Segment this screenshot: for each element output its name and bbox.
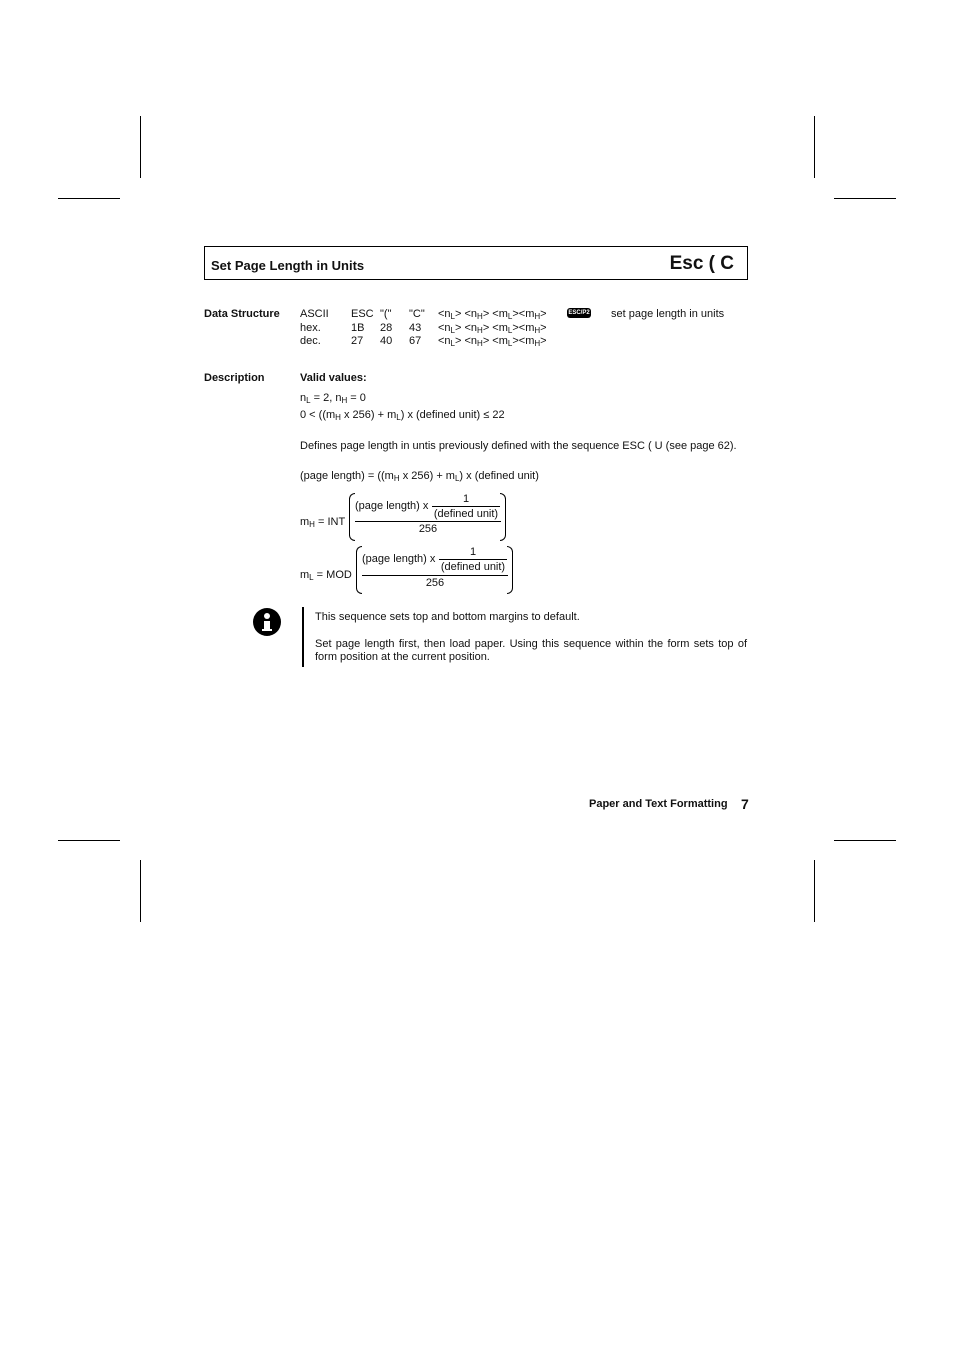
command-code: Esc ( C bbox=[669, 253, 734, 274]
right-parenthesis bbox=[500, 493, 506, 541]
data-structure-label: Data Structure bbox=[204, 308, 280, 320]
right-parenthesis bbox=[507, 546, 513, 594]
crop-mark bbox=[58, 198, 120, 199]
info-note: This sequence sets top and bottom margins to default. bbox=[315, 611, 580, 623]
fraction-line bbox=[355, 521, 501, 522]
param-list: $<n_L> <n_H> <m_L><m_H>$ bbox=[438, 335, 547, 348]
page-length-formula: (page length) = (($m_H$ x $256) + m_L$) x (defined unit) bbox=[300, 470, 539, 483]
crop-mark bbox=[140, 116, 141, 178]
row-cell: 27 bbox=[351, 335, 364, 347]
valid-values-heading: Valid values: bbox=[300, 372, 367, 384]
crop-mark bbox=[834, 198, 896, 199]
formula-denominator: (defined unit) bbox=[440, 561, 506, 573]
escp2-badge: ESC/P2 bbox=[568, 310, 590, 316]
crop-mark bbox=[814, 116, 815, 178]
page-number: 7 bbox=[741, 796, 749, 812]
formula-inner-left: (page length) x bbox=[362, 553, 436, 565]
crop-mark bbox=[58, 840, 120, 841]
row-cell: ESC bbox=[351, 308, 374, 320]
fraction-line bbox=[362, 575, 508, 576]
valid-value-line: $n_L = 2$, $n_H = 0$ bbox=[300, 392, 366, 405]
page-title: Set Page Length in Units bbox=[211, 258, 365, 273]
param-list: $<n_L> <n_H> <m_L><m_H>$ bbox=[438, 322, 547, 335]
row-type: dec. bbox=[300, 335, 321, 347]
row-cell: "C" bbox=[409, 308, 425, 320]
description-label: Description bbox=[204, 372, 265, 384]
row-cell: 67 bbox=[409, 335, 422, 347]
formula-outer-denominator: 256 bbox=[418, 523, 438, 535]
formula-denominator: (defined unit) bbox=[433, 508, 499, 520]
formula-numerator: 1 bbox=[469, 546, 477, 558]
row-cell: 28 bbox=[380, 322, 393, 334]
crop-mark bbox=[834, 840, 896, 841]
formula-lhs: $m_H$ = INT bbox=[300, 516, 346, 529]
info-note: Set page length first, then load paper. Using this sequence within the form sets top of bbox=[315, 638, 747, 650]
formula-numerator: 1 bbox=[462, 493, 470, 505]
row-cell: 1B bbox=[351, 322, 365, 334]
formula-inner-left: (page length) x bbox=[355, 500, 429, 512]
formula-lhs: $m_L$ = MOD bbox=[300, 569, 352, 582]
command-header bbox=[204, 246, 748, 280]
row-cell: "(" bbox=[380, 308, 392, 320]
valid-value-line: $0 < ((m_H$ x $256) + m_L$) x (defined unit) ≤ 22 bbox=[300, 409, 505, 422]
crop-mark bbox=[140, 860, 141, 922]
command-note: set page length in units bbox=[611, 308, 725, 320]
fraction-line bbox=[439, 559, 507, 560]
param-list: $<n_L> <n_H> <m_L><m_H>$ bbox=[438, 308, 547, 321]
row-type: hex. bbox=[300, 322, 321, 334]
fraction-line bbox=[432, 506, 500, 507]
note-rule bbox=[302, 607, 304, 667]
row-cell: 40 bbox=[380, 335, 393, 347]
row-cell: 43 bbox=[409, 322, 422, 334]
description-paragraph: Defines page length in untis previously defined with the sequence ESC ( U (see page 62). bbox=[300, 440, 737, 452]
info-note: form position at the current position. bbox=[315, 651, 490, 663]
row-type: ASCII bbox=[300, 308, 329, 320]
crop-mark bbox=[814, 860, 815, 922]
formula-outer-denominator: 256 bbox=[425, 577, 445, 589]
info-icon bbox=[253, 608, 281, 636]
footer-section: Paper and Text Formatting bbox=[589, 798, 728, 810]
